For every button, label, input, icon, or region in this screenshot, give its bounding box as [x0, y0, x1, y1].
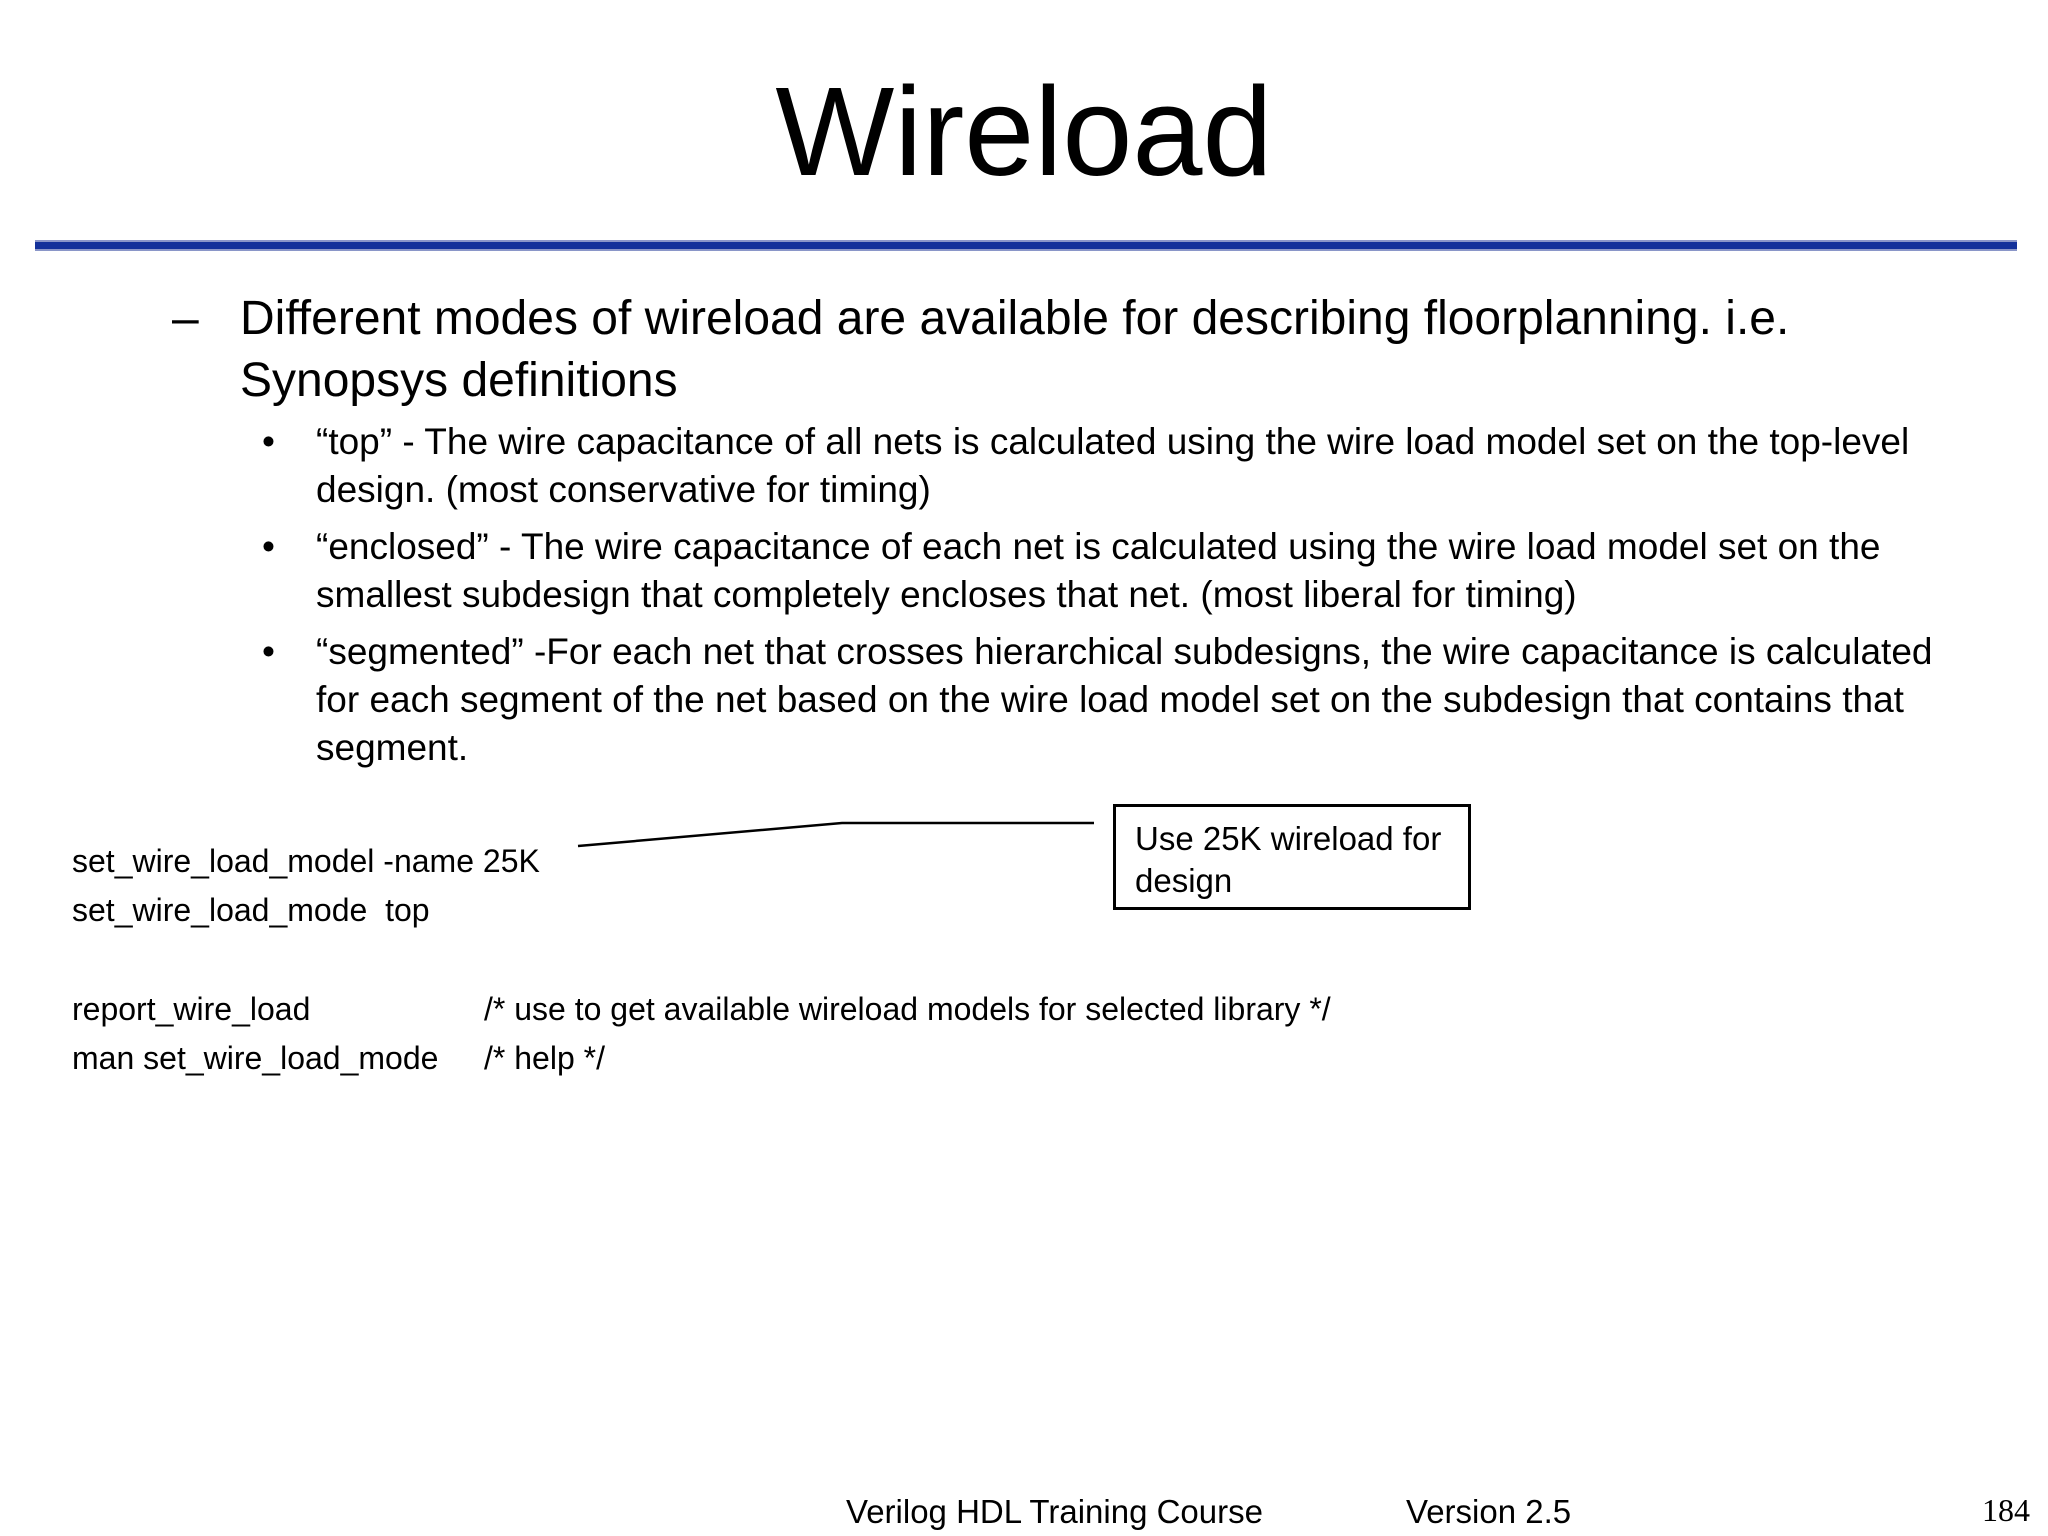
command-man-set-wire-load-mode: man set_wire_load_mode [72, 1040, 439, 1076]
command-set-wire-load-model: set_wire_load_model -name 25K [72, 843, 540, 879]
comment-help: /* help */ [484, 1040, 605, 1076]
callout-leader-line [578, 823, 1094, 846]
command-set-wire-load-mode: set_wire_load_mode top [72, 892, 430, 928]
bullet-marker: • [262, 526, 275, 567]
page-number: 184 [1982, 1492, 2030, 1528]
mode-text-segmented: “segmented” -For each net that crosses hierarchical subdesigns, the wire capacitance is calculated for each segment of the net based on the wire load model set on the subdesign that contains that segment. [316, 631, 1933, 768]
bullet-marker: • [262, 631, 275, 672]
mode-text-enclosed: “enclosed” - The wire capacitance of each net is calculated using the wire load model set on the smallest subdesign that completely encloses that net. (most liberal for timing) [316, 526, 1881, 615]
footer-course-title: Verilog HDL Training Course [846, 1493, 1263, 1530]
bullet-marker: • [262, 421, 275, 462]
slide-title: Wireload [775, 61, 1273, 202]
main-point-text: Different modes of wireload are available for describing floorplanning. i.e. Synopsys definitions [240, 292, 1790, 407]
footer-version: Version 2.5 [1406, 1493, 1572, 1530]
mode-text-top: “top” - The wire capacitance of all nets is calculated using the wire load model set on the top-level design. (most conservative for timing) [316, 421, 1910, 510]
comment-report-wire-load: /* use to get available wireload models for selected library */ [484, 991, 1331, 1027]
dash-marker: – [172, 292, 199, 345]
command-report-wire-load: report_wire_load [72, 991, 311, 1027]
callout-box: Use 25K wireload for design [1113, 804, 1471, 910]
